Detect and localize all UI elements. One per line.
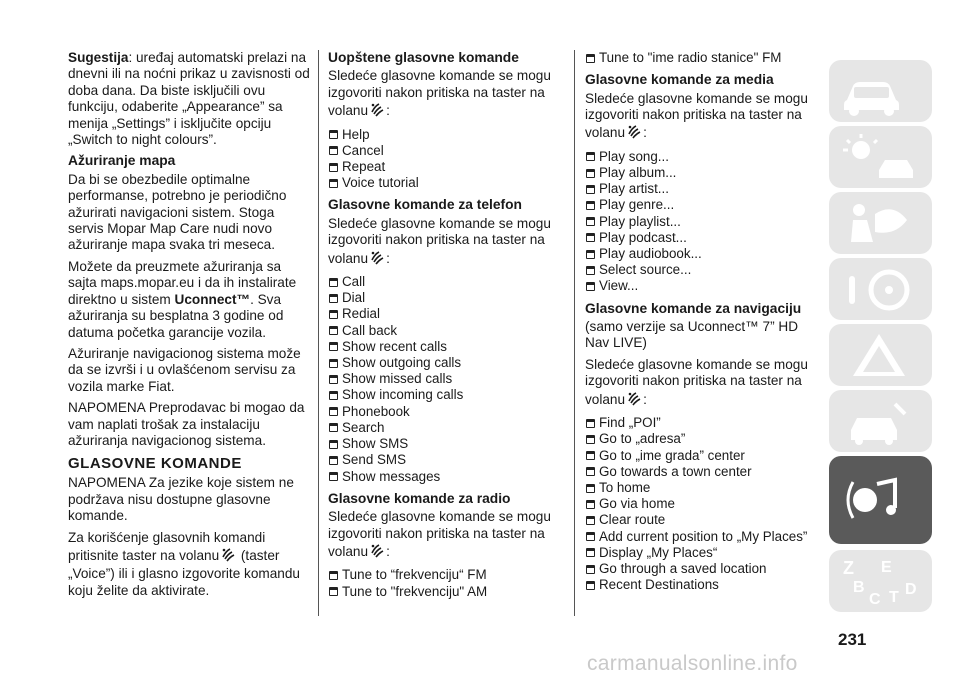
navigation-command-list [585, 415, 817, 593]
command-item: Help [328, 127, 564, 143]
command-item: Clear route [585, 512, 817, 528]
command-item: Go towards a town center [585, 464, 817, 480]
command-item: Show outgoing calls [328, 355, 564, 371]
command-item: Redial [328, 306, 564, 322]
command-item: Select source... [585, 262, 817, 278]
steering-wheel-icon [829, 258, 932, 320]
command-bullet-icon [329, 326, 338, 335]
command-bullet-icon [586, 217, 595, 226]
command-item: Call [328, 274, 564, 290]
command-bullet-icon [329, 278, 338, 287]
column-divider [318, 50, 319, 616]
intro-paragraph: Sledeće glasovne komande se mogu izgovoriti nakon pritiska na taster na volanu : [328, 68, 564, 121]
command-item: Show incoming calls [328, 387, 564, 403]
general-command-list [328, 127, 564, 192]
intro-paragraph: Sledeće glasovne komande se mogu izgovoriti nakon pritiska na taster na volanu : [328, 216, 564, 269]
command-item: Phonebook [328, 404, 564, 420]
command-item: Cancel [328, 143, 564, 159]
voice-button-icon [370, 542, 384, 562]
command-item: To home [585, 480, 817, 496]
command-bullet-icon [586, 435, 595, 444]
voice-button-icon [370, 249, 384, 269]
command-bullet-icon [329, 130, 338, 139]
index-letter: D [905, 581, 917, 598]
chapter-tab-index[interactable] [829, 550, 932, 612]
chapter-tab-driving[interactable] [829, 258, 932, 320]
command-bullet-icon [586, 282, 595, 291]
chapter-tab-multimedia[interactable] [829, 456, 932, 544]
media-command-list [585, 149, 817, 295]
command-bullet-icon [329, 375, 338, 384]
paragraph: Za korišćenje glasovnih komandi pritisnite taster na volanu (taster „Voice”) ili i glasno izgovorite komandu koju želite da aktivirate. [68, 529, 300, 598]
command-item: Recent Destinations [585, 577, 817, 593]
heading-map-update: Ažuriranje mapa [68, 153, 176, 169]
command-bullet-icon [586, 185, 595, 194]
car-icon [829, 60, 932, 122]
command-item: Go to „ime grada” center [585, 448, 817, 464]
command-item: Play artist... [585, 181, 817, 197]
voice-button-icon [627, 123, 641, 143]
radio-command-list-continued [585, 50, 817, 66]
chapter-tab-emergency[interactable] [829, 324, 932, 386]
command-bullet-icon [329, 407, 338, 416]
heading-media-commands: Glasovne komande za media [585, 72, 774, 88]
heading-navigation-commands: Glasovne komande za navigaciju [585, 300, 802, 316]
command-bullet-icon [586, 54, 595, 63]
command-bullet-icon [329, 472, 338, 481]
command-item: Display „My Places“ [585, 545, 817, 561]
index-icon [829, 550, 932, 612]
command-item: Search [328, 420, 564, 436]
command-item: Play song... [585, 149, 817, 165]
command-item: Go via home [585, 496, 817, 512]
command-bullet-icon [586, 266, 595, 275]
heading-phone-commands: Glasovne komande za telefon [328, 197, 522, 213]
column-1 [68, 50, 310, 604]
intro-paragraph: Sledeće glasovne komande se mogu izgovoriti nakon pritiska na taster na volanu : [328, 509, 564, 562]
chapter-tab-lights[interactable] [829, 126, 932, 188]
command-item: Call back [328, 323, 564, 339]
heading-radio-commands: Glasovne komande za radio [328, 490, 511, 506]
command-bullet-icon [329, 391, 338, 400]
page-number: 231 [838, 630, 867, 649]
command-bullet-icon [586, 484, 595, 493]
command-bullet-icon [586, 548, 595, 557]
command-bullet-icon [586, 516, 595, 525]
voice-button-icon [370, 101, 384, 121]
chapter-tab-maintenance[interactable] [829, 390, 932, 452]
column-3 [585, 50, 817, 599]
command-bullet-icon [586, 467, 595, 476]
voice-button-icon [627, 390, 641, 410]
command-bullet-icon [586, 152, 595, 161]
index-letter: Z [843, 558, 854, 578]
command-bullet-icon [586, 565, 595, 574]
command-bullet-icon [586, 451, 595, 460]
index-letter: C [869, 591, 881, 608]
command-bullet-icon [586, 250, 595, 259]
command-bullet-icon [329, 179, 338, 188]
voice-button-icon [221, 546, 235, 566]
paragraph: Možete da preuzmete ažuriranja sa sajta maps.mopar.eu i da ih instalirate direktno u sistem Uconnect™. Sva ažuriranja su besplatna 3 godine od datuma početka garancije vozila. [68, 258, 297, 340]
command-bullet-icon [329, 587, 338, 596]
command-bullet-icon [586, 201, 595, 210]
index-letter: E [881, 559, 892, 576]
airbag-icon [829, 192, 932, 254]
command-bullet-icon [586, 169, 595, 178]
command-item: View... [585, 278, 817, 294]
command-item: Send SMS [328, 452, 564, 468]
command-item: Tune to “frekvenciju“ FM [328, 567, 564, 583]
command-item: Repeat [328, 159, 564, 175]
command-item: Go to „adresa” [585, 431, 817, 447]
column-divider [574, 50, 575, 616]
command-item: Play audiobook... [585, 246, 817, 262]
index-letter: T [889, 589, 899, 606]
multimedia-icon [829, 456, 932, 544]
command-bullet-icon [329, 359, 338, 368]
command-item: Go through a saved location [585, 561, 817, 577]
command-bullet-icon [329, 456, 338, 465]
command-item: Tune to "frekvenciju" AM [328, 584, 564, 600]
command-item: Dial [328, 290, 564, 306]
chapter-tab-safety[interactable] [829, 192, 932, 254]
command-item: Voice tutorial [328, 175, 564, 191]
paragraph: Da bi se obezbedile optimalne performanse, potrebno je periodično ažurirati navigacioni sistem. Stoga servis Mopar Map Care nudi novo ažuriranje mapa svaka tri meseca. [68, 171, 287, 253]
command-item: Show SMS [328, 436, 564, 452]
command-item: Add current position to „My Places” [585, 529, 817, 545]
command-item: Play podcast... [585, 230, 817, 246]
command-bullet-icon [329, 146, 338, 155]
version-note: (samo verzije sa Uconnect™ 7” HD Nav LIVE) [585, 319, 799, 351]
command-bullet-icon [329, 310, 338, 319]
watermark: carmanualsonline.info [587, 652, 798, 675]
command-bullet-icon [586, 233, 595, 242]
radio-command-list [328, 567, 564, 599]
tip-paragraph: Sugestija: uređaj automatski prelazi na dnevni ili na noćni prikaz u zavisnosti od doba dana. Da biste isključili ovu funkciju, odaberite „Appearance” sa menija „Settings” i isključite opciju „Switch to night colours”. [68, 50, 310, 148]
command-bullet-icon [586, 581, 595, 590]
command-bullet-icon [329, 163, 338, 172]
command-bullet-icon [329, 440, 338, 449]
command-bullet-icon [586, 532, 595, 541]
note-paragraph: NAPOMENA Preprodavac bi mogao da vam naplati trošak za instalaciju ažuriranja navigacionog sistema. [68, 400, 305, 448]
heading-voice-commands: GLASOVNE KOMANDE [68, 455, 242, 473]
heading-general-commands: Uopštene glasovne komande [328, 50, 519, 65]
command-bullet-icon [586, 419, 595, 428]
command-item: Play playlist... [585, 214, 817, 230]
chapter-tab-car[interactable] [829, 60, 932, 122]
car-wrench-icon [829, 390, 932, 452]
command-item: Tune to "ime radio stanice" FM [585, 50, 817, 66]
command-item: Play genre... [585, 197, 817, 213]
note-paragraph: NAPOMENA Za jezike koje sistem ne podržava nisu dostupne glasovne komande. [68, 475, 294, 524]
index-letter: B [853, 579, 865, 596]
command-item: Find „POI” [585, 415, 817, 431]
warning-triangle-icon [829, 324, 932, 386]
intro-paragraph: Sledeće glasovne komande se mogu izgovoriti nakon pritiska na taster na volanu : [585, 357, 817, 410]
paragraph: Ažuriranje navigacionog sistema može da se izvrši i u ovlašćenom servisu za vozila marke Fiat. [68, 345, 301, 394]
command-item: Show recent calls [328, 339, 564, 355]
command-item: Show messages [328, 469, 564, 485]
command-bullet-icon [329, 571, 338, 580]
command-item: Show missed calls [328, 371, 564, 387]
phone-command-list [328, 274, 564, 485]
command-bullet-icon [329, 294, 338, 303]
command-bullet-icon [586, 500, 595, 509]
command-item: Play album... [585, 165, 817, 181]
lights-icon [829, 126, 932, 188]
intro-paragraph: Sledeće glasovne komande se mogu izgovoriti nakon pritiska na taster na volanu : [585, 91, 817, 144]
command-bullet-icon [329, 342, 338, 351]
command-bullet-icon [329, 423, 338, 432]
column-2 [328, 50, 564, 606]
